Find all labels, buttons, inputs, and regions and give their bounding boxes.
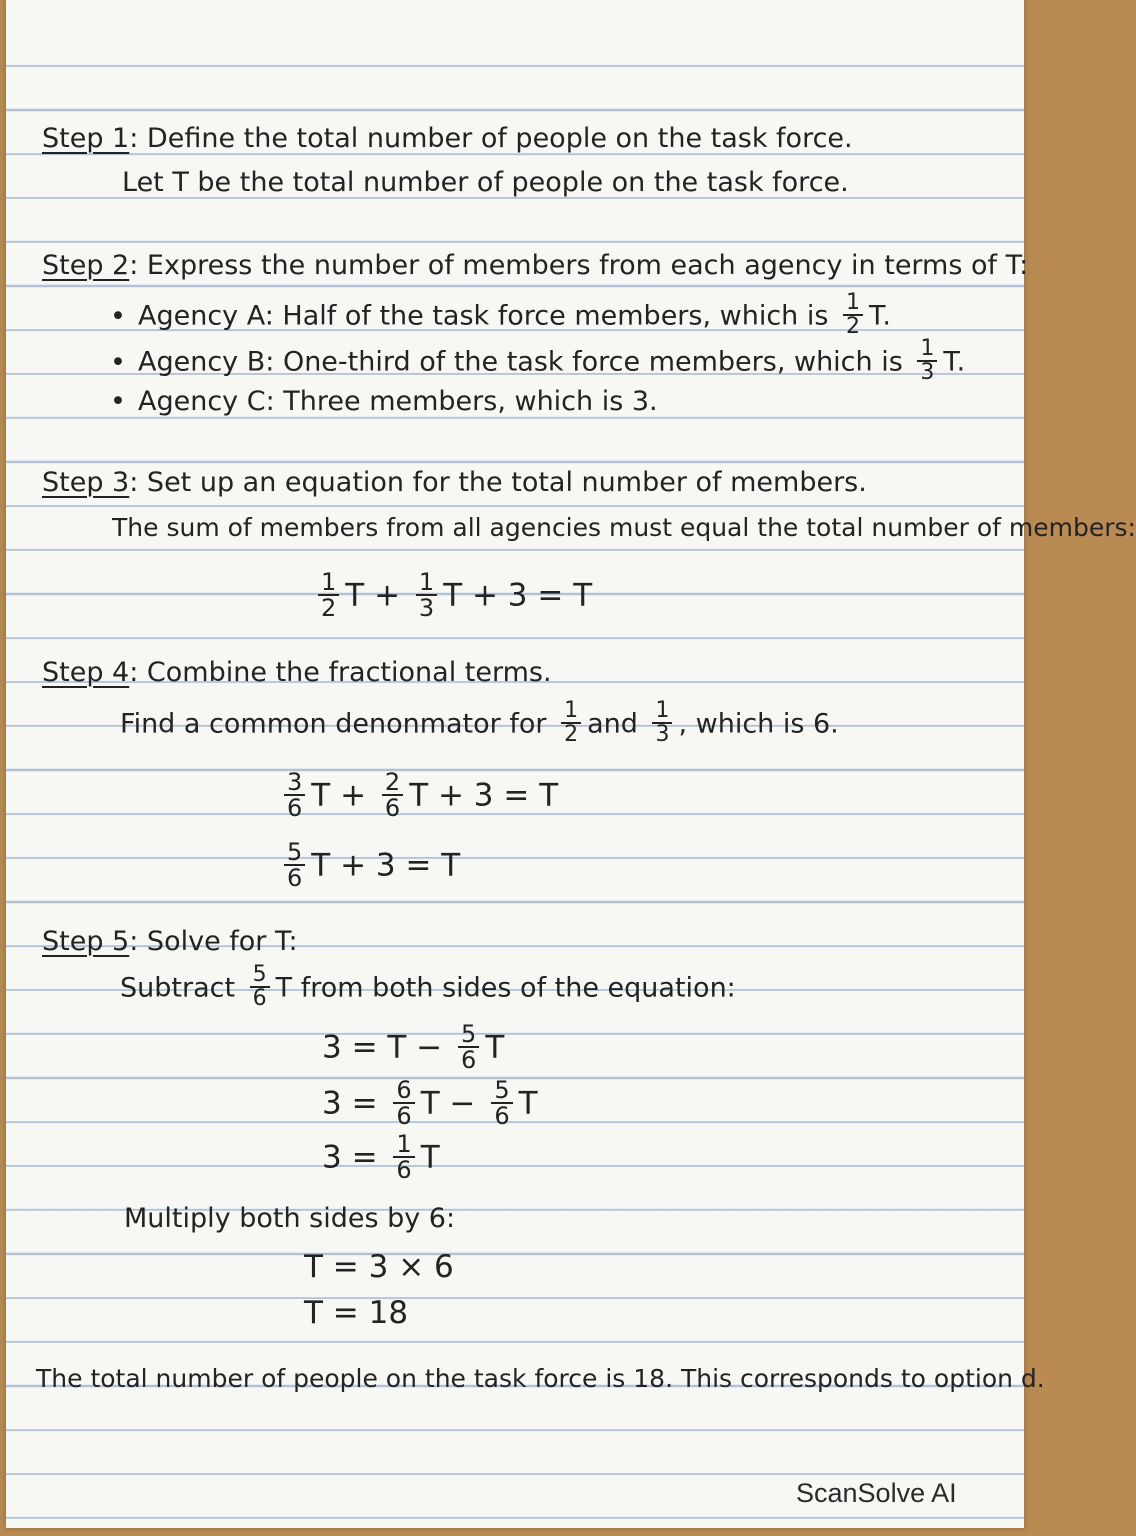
numerator: 6	[393, 1078, 414, 1104]
denominator: 6	[287, 864, 303, 892]
bullet: •	[110, 386, 126, 417]
step3-label: Step 3	[42, 467, 130, 498]
numerator: 1	[561, 700, 581, 724]
step4-title: : Combine the fractional terms.	[129, 657, 552, 688]
fraction	[561, 700, 581, 746]
step4-line	[120, 698, 839, 748]
step3-title: : Set up an equation for the total number of members.	[129, 467, 867, 498]
numerator: 5	[250, 964, 270, 988]
notebook-page	[6, 0, 1136, 1528]
equation-part: T + 3 = T	[409, 777, 559, 814]
fraction	[318, 570, 339, 620]
step1-title: : Define the total number of people on the task force.	[129, 123, 853, 154]
equation-part: T + 3 = T	[443, 577, 593, 614]
denominator: 6	[396, 1156, 412, 1184]
denominator: 6	[287, 794, 303, 822]
numerator: 3	[284, 770, 305, 796]
denominator: 6	[494, 1102, 510, 1130]
denominator: 6	[252, 986, 267, 1011]
conclusion: The total number of people on the task force is 18. This corresponds to option d.	[36, 1364, 1045, 1393]
numerator: 1	[416, 570, 437, 596]
step3-line: The sum of members from all agencies must equal the total number of members:	[112, 513, 1136, 542]
agency-c-item	[110, 385, 658, 419]
step4-line-text: and	[587, 708, 638, 740]
equation-part: 3 =	[322, 1085, 378, 1122]
numerator: 1	[393, 1132, 414, 1158]
denominator: 2	[321, 594, 337, 622]
denominator: 6	[384, 794, 401, 822]
fraction	[416, 570, 437, 620]
denominator: 2	[564, 722, 579, 747]
bullet: •	[110, 300, 126, 332]
fraction	[284, 840, 305, 890]
fraction	[491, 1078, 512, 1128]
numerator: 5	[458, 1022, 479, 1048]
denominator: 6	[461, 1046, 477, 1074]
step4-line-text: , which is 6.	[678, 708, 839, 740]
step4-line-text: Find a common denonmator for	[120, 708, 547, 740]
numerator: 5	[491, 1078, 512, 1104]
equation-part: T + 3 = T	[311, 847, 461, 884]
step4-equation-2	[278, 838, 461, 892]
step5-multiply-line: Multiply both sides by 6:	[124, 1203, 456, 1234]
step1-heading	[42, 122, 853, 156]
equation-part: 3 =	[322, 1139, 378, 1176]
step2-heading	[42, 249, 1028, 283]
fraction	[382, 770, 403, 820]
step4-equation-1	[278, 768, 559, 822]
agency-b-item	[110, 336, 966, 386]
step1-label: Step 1	[42, 123, 130, 154]
agency-c-text: Agency C: Three members, which is 3.	[138, 386, 658, 417]
step5-equation-1	[322, 1020, 505, 1074]
equation-part: T	[518, 1085, 538, 1122]
numerator: 2	[382, 770, 403, 796]
step4-label: Step 4	[42, 657, 130, 688]
step1-line: Let T be the total number of people on the task force.	[122, 167, 849, 198]
equation-part: T +	[311, 777, 367, 814]
fraction	[284, 770, 305, 820]
bullet: •	[110, 346, 126, 378]
fraction	[393, 1078, 414, 1128]
denominator: 2	[846, 314, 861, 339]
fraction	[458, 1022, 479, 1072]
numerator: 1	[652, 700, 672, 724]
step5-result-2: T = 18	[304, 1295, 409, 1331]
step5-heading	[42, 925, 298, 959]
step5-title: : Solve for T:	[129, 926, 298, 957]
equation-part: T	[485, 1029, 505, 1066]
agency-a-tail: T.	[869, 300, 891, 332]
fraction	[393, 1132, 414, 1182]
equation-part: T	[420, 1139, 440, 1176]
agency-b-tail: T.	[943, 346, 966, 378]
numerator: 1	[843, 292, 863, 316]
step5-line-text: T from both sides of the equation:	[275, 972, 736, 1004]
step5-line-text: Subtract	[120, 972, 236, 1004]
denominator: 3	[920, 360, 935, 385]
equation-part: T −	[420, 1085, 476, 1122]
fraction	[917, 338, 937, 384]
step2-label: Step 2	[42, 250, 130, 281]
step3-equation	[312, 568, 593, 622]
agency-a-item	[110, 290, 891, 340]
step5-subtract-line	[120, 962, 736, 1012]
step5-result-1: T = 3 × 6	[304, 1249, 454, 1285]
agency-a-text: Agency A: Half of the task force members, which is	[138, 300, 829, 332]
step5-label: Step 5	[42, 926, 130, 957]
denominator: 3	[655, 722, 670, 747]
step5-equation-2	[322, 1076, 538, 1130]
step5-equation-3	[322, 1130, 440, 1184]
numerator: 1	[917, 338, 937, 362]
fraction	[652, 700, 672, 746]
denominator: 6	[396, 1102, 412, 1130]
fraction	[843, 292, 863, 338]
step4-heading	[42, 656, 552, 690]
step2-title: : Express the number of members from each agency in terms of T:	[129, 250, 1029, 281]
equation-part: T +	[345, 577, 401, 614]
step3-heading	[42, 466, 867, 500]
brand-watermark: ScanSolve AI	[796, 1478, 957, 1508]
denominator: 3	[418, 594, 435, 622]
numerator: 1	[318, 570, 339, 596]
fraction	[250, 964, 270, 1010]
numerator: 5	[284, 840, 305, 866]
equation-part: 3 = T −	[322, 1029, 443, 1066]
agency-b-text: Agency B: One-third of the task force members, which is	[138, 346, 903, 378]
